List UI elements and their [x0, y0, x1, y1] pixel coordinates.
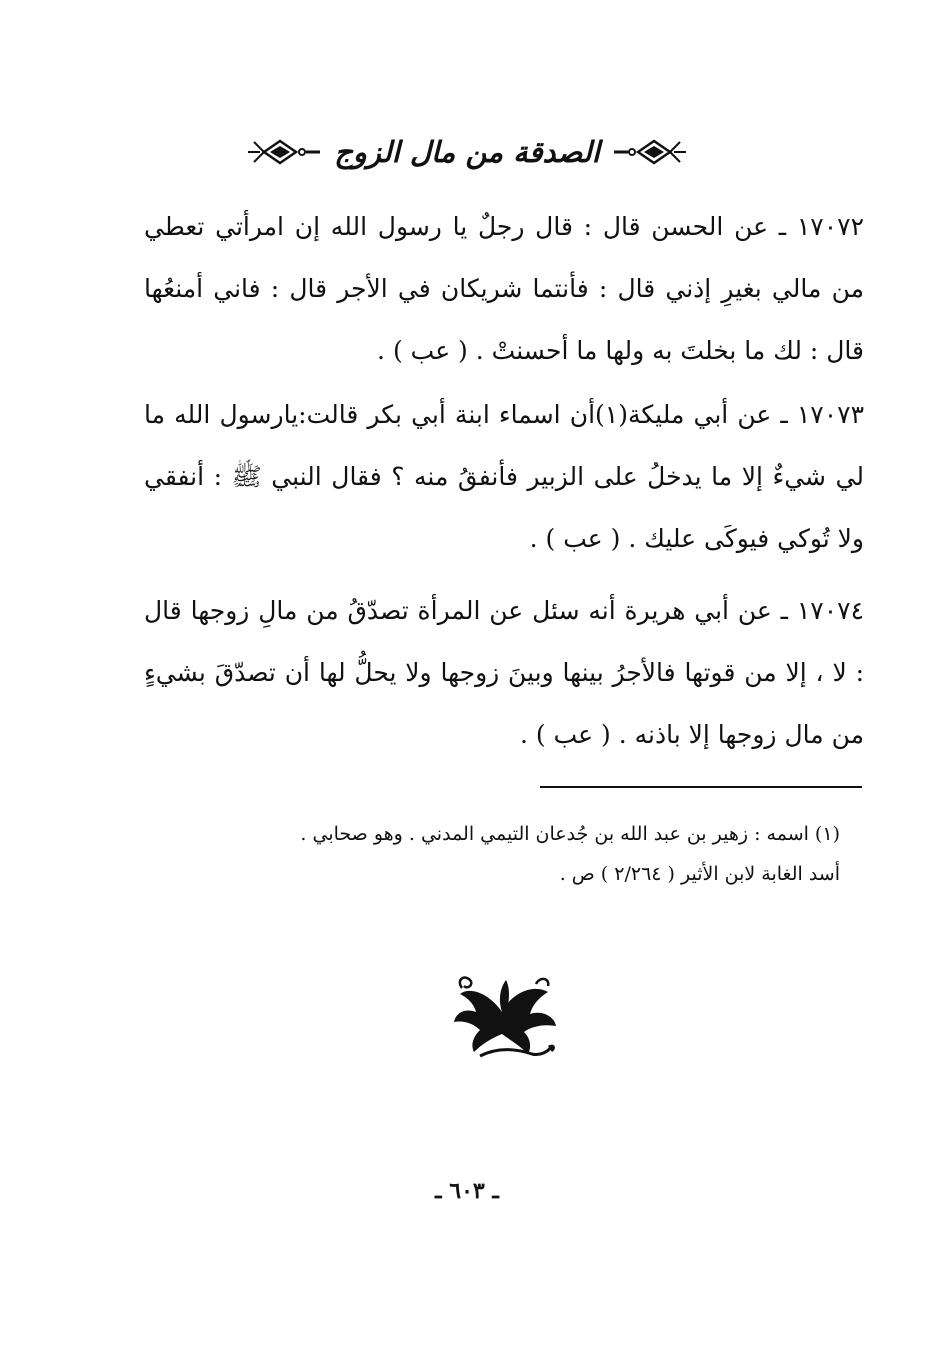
footnote	[200, 814, 840, 894]
header-ornament-left	[246, 137, 320, 167]
page-number: ـ ٦٠٣ ـ	[435, 1178, 499, 1204]
chapter-header	[0, 128, 934, 176]
footnote-line-1: (١) اسمه : زهير بن عبد الله بن جُدعان التيمي المدني . وهو صحابي .	[300, 823, 840, 845]
hadith-paragraph-17073: ١٧٠٧٣ ـ عن أبي مليكة(١)أن اسماء ابنة أبي بكر قالت:يارسول الله ما لي شيءٌ إلا ما يدخلُ على الزبير فأنفقُ منه ؟ فقال النبي ﷺ : أنفقي ولا تُوكي فيوكَى عليك . ( عب ) .	[144, 400, 864, 553]
flower-ornament-icon	[440, 964, 565, 1064]
footnote-line-2: أسد الغابة لابن الأثير ( ٢/٢٦٤ ) ص .	[559, 863, 840, 885]
footnote-separator	[540, 786, 862, 788]
header-ornament-right	[614, 137, 688, 167]
hadith-paragraph-17074: ١٧٠٧٤ ـ عن أبي هريرة أنه سئل عن المرأة تصدّقُ من مالِ زوجها قال : لا ، إلا من قوتها فالأجرُ بينها وبينَ زوجها ولا يحلُّ لها أن تصدّقَ بشيءٍ من مال زوجها إلا باذنه . ( عب ) .	[144, 596, 864, 749]
chapter-title: الصدقة من مال الزوج	[334, 135, 600, 169]
hadith-paragraph-17072: ١٧٠٧٢ ـ عن الحسن قال : قال رجلٌ يا رسول الله إن امرأتي تعطي من مالي بغيرِ إذني قال : فأنتما شريكان في الأجر قال : فاني أمنعُها قال : لك ما بخلتَ به ولها ما أحسنتْ . ( عب ) .	[144, 212, 864, 365]
